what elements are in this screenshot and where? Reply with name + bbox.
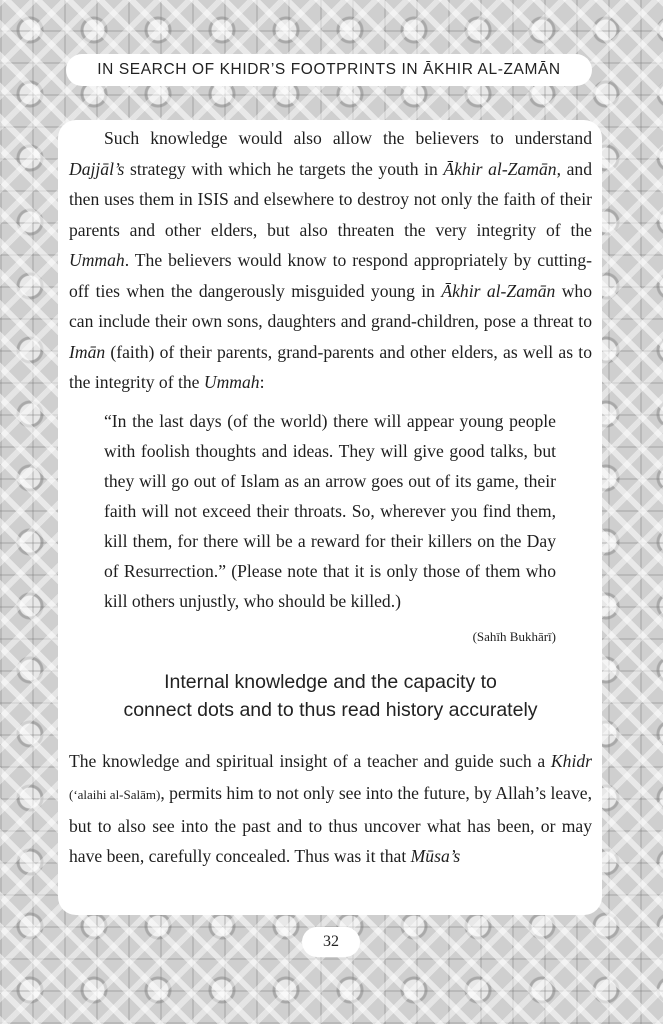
text-run: , and then uses them in ISIS and elsewhere to destroy not only the faith of their parents and other elders, but also threaten the very integrity of the xyxy=(69,158,592,240)
italic-term: Imān xyxy=(69,341,106,362)
text-run: Such knowledge would also allow the believers to understand xyxy=(104,128,592,148)
text-run: : xyxy=(259,372,265,392)
paragraph-khidr-knowledge xyxy=(69,746,592,872)
page-number-badge xyxy=(302,927,360,957)
text-run: , permits him to not only see into the future, by Allah’s leave, but to also see into the past and to thus uncover what has been, or may have been, carefully concealed. Thus was it that xyxy=(69,783,592,866)
italic-term: Khidr xyxy=(550,750,592,771)
page-content xyxy=(58,120,602,915)
honorific: (‘alaihi al-Salām) xyxy=(69,787,161,802)
page-number: 32 xyxy=(323,933,339,950)
text-run: (faith) of their parents, grand-parents and other elders, as well as to the integrity of the xyxy=(69,341,592,392)
section-heading-line-2: connect dots and to thus read history accurately xyxy=(123,698,538,721)
italic-term: Mūsa’s xyxy=(410,846,461,866)
italic-term: Dajjāl’s xyxy=(69,158,125,179)
section-heading-line-1: Internal knowledge and the capacity to xyxy=(164,670,497,693)
running-title: IN SEARCH OF KHIDR’S FOOTPRINTS IN ĀKHIR AL-ZAMĀN xyxy=(97,61,561,78)
italic-term: Ākhir al-Zamān xyxy=(441,280,556,301)
italic-term: Ākhir al-Zamān xyxy=(443,158,557,179)
running-header xyxy=(66,54,592,86)
text-run: strategy with which he targets the youth in xyxy=(124,158,444,179)
text-run: . The believers would know to respond appropriately by cutting-off ties when the dangerously misguided young in xyxy=(69,250,592,301)
italic-term: Ummah xyxy=(203,372,260,392)
text-run: who can include their own sons, daughters and grand-children, pose a threat to xyxy=(69,280,592,331)
italic-term: Ummah xyxy=(69,250,125,270)
paragraph-dajjal-strategy xyxy=(69,123,592,398)
hadith-quote: “In the last days (of the world) there will appear young people with foolish thoughts and ideas. They will give good talks, but they will go out of Islam as an arrow goes out of its game, their faith will not exceed their throats. So, wherever you find them, kill them, for there will be a reward for their killers on the Day of Resurrection.” (Please note that it is only those of them who kill others unjustly, who should be killed.) xyxy=(104,410,556,611)
text-run: The knowledge and spiritual insight of a teacher and guide such a xyxy=(69,750,551,771)
section-heading xyxy=(69,668,592,724)
hadith-citation: (Sahīh Bukhārī) xyxy=(472,628,556,644)
